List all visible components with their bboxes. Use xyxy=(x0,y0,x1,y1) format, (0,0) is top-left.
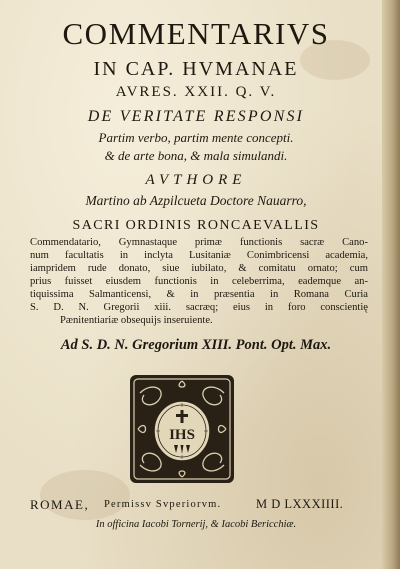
dignity-line-2: num facultatis in inclyta Lusitaniæ Conimbricensi academia, xyxy=(30,250,368,261)
author-name: Martino ab Azpilcueta Doctore Nauarro, xyxy=(85,193,307,208)
dignity-line-3: iampridem rude donato, siue iubilato, & comitatu ornato; cum xyxy=(30,263,368,274)
subtitle-line-2: Partim verbo, partim mente concepti. xyxy=(98,130,294,145)
dignity-heading: SACRI ORDINIS RONCAEVALLIS xyxy=(72,218,320,233)
dedication: Ad S. D. N. Gregorium XIII. Pont. Opt. Max. xyxy=(60,337,332,353)
ihs-emblem-icon xyxy=(128,373,236,485)
page-binding-edge xyxy=(382,0,400,569)
imprint-place: ROMAE, xyxy=(30,497,90,512)
imprint-printers: In officina Iacobi Tornerij, & Iacobi Bericchiæ. xyxy=(95,519,297,530)
dignity-line-7: Pænitentiariæ obsequijs inseruiente. xyxy=(60,315,213,326)
subtitle-line-3: & de arte bona, & mala simulandi. xyxy=(104,148,288,163)
title-line-3: AVRES. XXII. Q. V. xyxy=(115,84,277,100)
author-heading: AVTHORE xyxy=(145,172,247,188)
subtitle-line-1: DE VERITATE RESPONSI xyxy=(87,108,305,125)
dignity-line-5: tiquissima Salmanticensi, & in præsentia in Romana Curia xyxy=(30,289,368,300)
emblem-monogram: IHS xyxy=(169,427,195,443)
dignity-line-1: Commendatario, Gymnastaque primæ functionis sacræ Cano- xyxy=(30,237,368,248)
title-line-1: COMMENTARIVS xyxy=(62,16,330,51)
imprint-year: M D LXXXIIII. xyxy=(256,497,344,511)
title-line-2: IN CAP. HVMANAE xyxy=(93,58,299,80)
imprint-permission: Permissv Svperiorvm. xyxy=(104,499,222,510)
dignity-line-4: prius fuisset eiusdem functionis in celeberrima, eademque an- xyxy=(30,276,368,287)
dignity-line-6: S. D. N. Gregorii xiii. sacræq; eius in foro conscientię xyxy=(30,302,368,313)
